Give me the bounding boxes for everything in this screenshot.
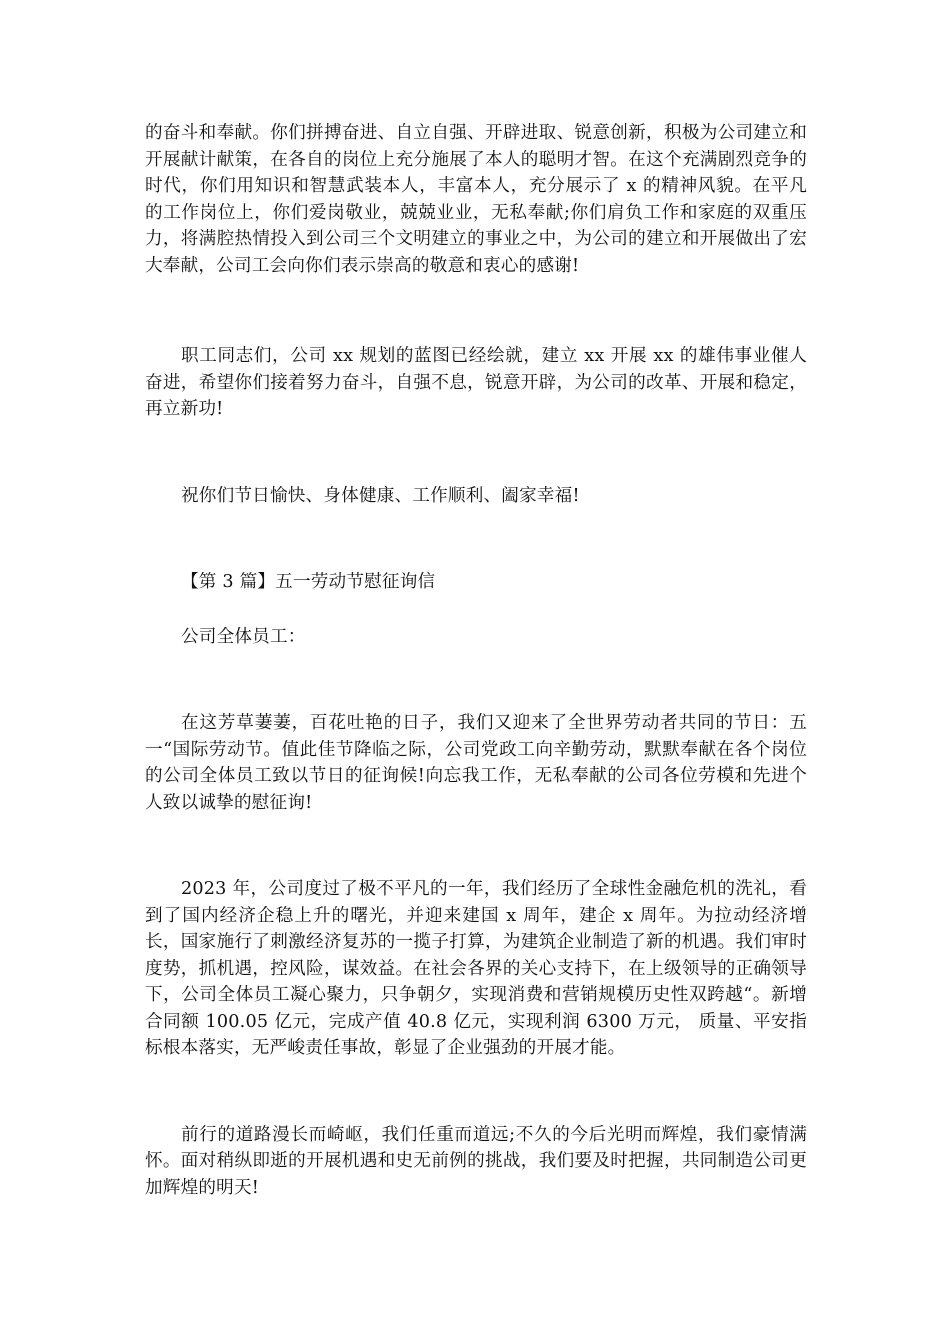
paragraph-outlook: 前行的道路漫长而崎岖，我们任重而道远;不久的今后光明而辉煌，我们豪情满怀。面对稍纵即逝的开展机遇和史无前例的挑战，我们要及时把握，共同制造公司更加辉煌的明天! <box>145 1124 807 1198</box>
paragraph-greeting: 在这芳草萋萋，百花吐艳的日子，我们又迎来了全世界劳动者共同的节日：五一“国际劳动节。值此佳节降临之际，公司党政工向辛勤劳动，默默奉献在各个岗位的公司全体员工致以节日的征询候!向忘我工作，无私奉献的公司各位劳模和先进个人致以诚挚的慰征询! <box>145 713 807 813</box>
paragraph-annual-review: 2023 年，公司度过了极不平凡的一年，我们经历了全球性金融危机的洗礼，看到了国内经济企稳上升的曙光，并迎来建国 x 周年，建企 x 周年。为拉动经济增长，国家施行了刺激经济复苏的一揽子打算，为建筑企业制造了新的机遇。我们审时度势，抓机遇，控风险，谋效益。在社会各界的关心支持下，在上级领导的正确领导下，公司全体员工凝心聚力，只争朝夕，实现消费和营销规模历史性双跨越“。新增合同额 100.05 亿元，完成产值 40.8 亿元，实现利润 6300 万元， 质量、平安指标根本落实，无严峻责任事故，彰显了企业强劲的开展才能。 <box>145 879 807 1058</box>
paragraph-spacer <box>145 423 807 483</box>
paragraph-wishes: 祝你们节日愉快、身体健康、工作顺利、阖家幸福! <box>181 485 580 506</box>
paragraph-encouragement: 职工同志们，公司 xx 规划的蓝图已经绘就，建立 xx 开展 xx 的雄伟事业催人奋进，希望你们接着努力奋斗，自强不息，锐意开辟，为公司的改革、开展和稳定，再立新功! <box>145 346 807 419</box>
salutation: 公司全体员工： <box>181 626 306 647</box>
paragraph-spacer <box>145 816 807 876</box>
paragraph-spacer <box>145 650 807 710</box>
paragraph-spacer <box>145 596 807 624</box>
paragraph-spacer <box>145 279 807 343</box>
paragraph-spacer <box>145 1062 807 1122</box>
paragraph-spacer <box>145 509 807 569</box>
section-heading: 【第 3 篇】五一劳动节慰征询信 <box>181 572 436 592</box>
paragraph-gratitude: 的奋斗和奉献。你们拼搏奋进、自立自强、开辟进取、锐意创新，积极为公司建立和开展献计献策，在各自的岗位上充分施展了本人的聪明才智。在这个充满剧烈竞争的时代，你们用知识和智慧武装本人，丰富本人，充分展示了 x 的精神风貌。在平凡的工作岗位上，你们爱岗敬业，兢兢业业，无私奉献;你们肩负工作和家庭的双重压力，将满腔热情投入到公司三个文明建立的事业之中，为公司的建立和开展做出了宏大奉献，公司工会向你们表示崇高的敬意和衷心的感谢! <box>145 123 807 276</box>
document-page <box>145 120 807 1201</box>
